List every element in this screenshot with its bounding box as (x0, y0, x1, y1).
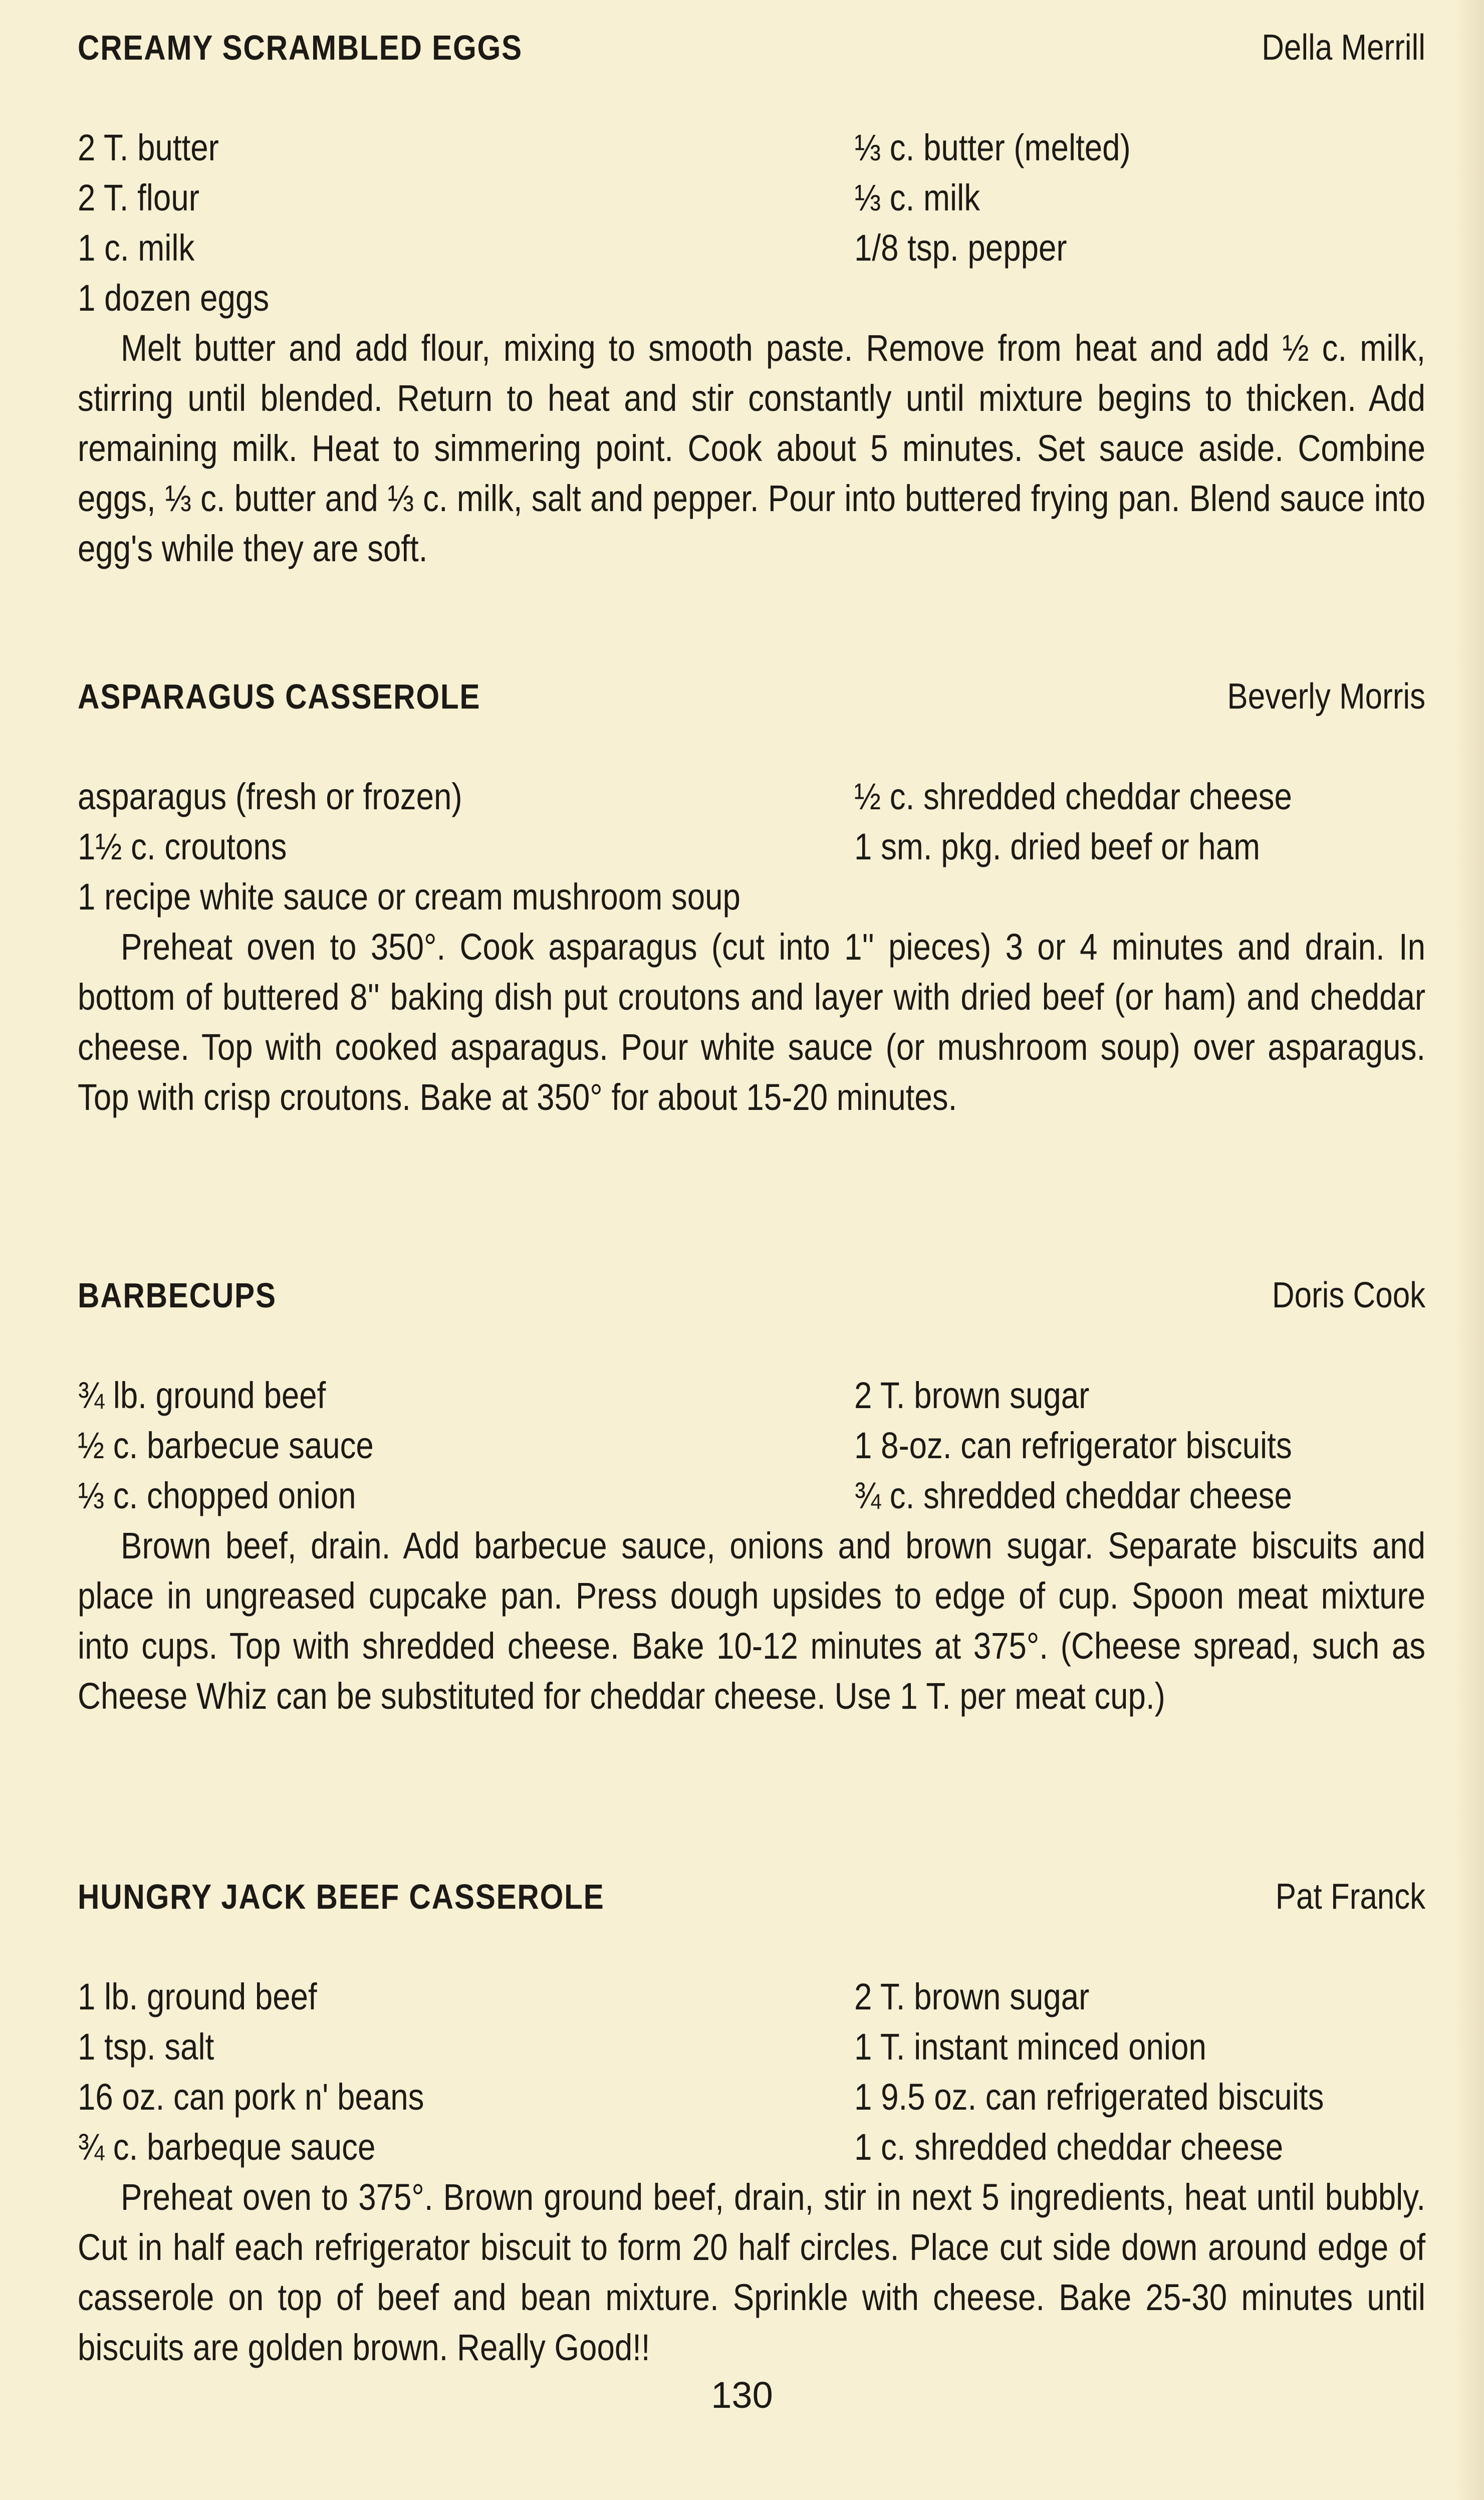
ingredient-item: 1 tsp. salt (78, 2026, 214, 2068)
ingredient-item: 1 T. instant minced onion (854, 2026, 1206, 2068)
ingredient-item: ⅓ c. milk (854, 177, 980, 218)
ingredient-row (78, 2122, 1425, 2172)
recipe-header (78, 23, 1425, 73)
ingredient-item: 2 T. brown sugar (854, 1375, 1090, 1416)
recipe-creamy-scrambled-eggs (78, 23, 1425, 574)
recipe-title: BARBECUPS (78, 1276, 277, 1315)
ingredient-item: 1 8-oz. can refrigerator biscuits (854, 1425, 1292, 1466)
ingredient-list (78, 1371, 1425, 1521)
ingredient-item: 1/8 tsp. pepper (854, 227, 1067, 269)
ingredient-row (78, 1371, 1425, 1421)
ingredient-item: 1 sm. pkg. dried beef or ham (854, 826, 1261, 867)
recipe-header (78, 671, 1425, 722)
ingredient-item: 16 oz. can pork n' beans (78, 2076, 424, 2118)
ingredient-item: 1 c. milk (78, 227, 195, 269)
ingredient-row (78, 2022, 1425, 2072)
ingredient-list (78, 1972, 1425, 2172)
ingredient-item: 1½ c. croutons (78, 826, 287, 867)
recipe-instructions: Preheat oven to 375°. Brown ground beef, drain, stir in next 5 ingredients, heat until bubbly. Cut in half each refrigerator biscuit to form 20 half circles. Place cut side down around edge of casserole on top of beef and bean mixture. Sprinkle with cheese. Bake 25-30 minutes until biscuits are golden brown. Really Good!! (78, 2176, 1426, 2368)
ingredient-row (78, 1471, 1425, 1521)
recipe-author: Doris Cook (1272, 1275, 1425, 1315)
page-number: 130 (711, 2374, 773, 2416)
ingredient-item: ¾ c. shredded cheddar cheese (854, 1475, 1292, 1516)
ingredient-item: 1 dozen eggs (78, 277, 270, 319)
ingredient-item: ½ c. barbecue sauce (78, 1425, 374, 1466)
recipe-title: HUNGRY JACK BEEF CASSEROLE (78, 1877, 605, 1916)
ingredient-item: ½ c. shredded cheddar cheese (854, 776, 1292, 817)
ingredient-item: ⅓ c. chopped onion (78, 1475, 356, 1516)
ingredient-item: 1 lb. ground beef (78, 1976, 317, 2017)
ingredient-row (78, 872, 1425, 922)
recipe-barbecups (78, 1270, 1425, 1721)
ingredient-item: ¾ c. barbeque sauce (78, 2126, 376, 2168)
ingredient-item: 1 recipe white sauce or cream mushroom soup (78, 876, 740, 918)
ingredient-row (78, 2072, 1425, 2122)
recipe-instructions: Preheat oven to 350°. Cook asparagus (cut into 1'' pieces) 3 or 4 minutes and drain. In bottom of buttered 8'' baking dish put croutons and layer with dried beef (or ham) and cheddar cheese. Top with cooked asparagus. Pour white sauce (or mushroom soup) over asparagus. Top with crisp croutons. Bake at 350° for about 15-20 minutes. (78, 926, 1426, 1118)
recipe-hungry-jack-beef-casserole (78, 1872, 1425, 2373)
ingredient-row (78, 273, 1425, 323)
recipe-header (78, 1270, 1425, 1320)
ingredient-item: 2 T. brown sugar (854, 1976, 1090, 2017)
ingredient-row (78, 822, 1425, 872)
ingredient-row (78, 772, 1425, 822)
ingredient-row (78, 223, 1425, 273)
recipe-asparagus-casserole (78, 671, 1425, 1122)
ingredient-row (78, 173, 1425, 223)
ingredient-list (78, 123, 1425, 323)
ingredient-item: 2 T. butter (78, 127, 219, 168)
recipe-header (78, 1872, 1425, 1922)
ingredient-row (78, 1421, 1425, 1471)
recipe-author: Beverly Morris (1227, 676, 1425, 717)
ingredient-item: ¾ lb. ground beef (78, 1375, 326, 1416)
ingredient-item: asparagus (fresh or frozen) (78, 776, 462, 817)
recipe-title: CREAMY SCRAMBLED EGGS (78, 28, 523, 67)
recipe-title: ASPARAGUS CASSEROLE (78, 677, 481, 716)
ingredient-row (78, 1972, 1425, 2022)
ingredient-list (78, 772, 1425, 922)
ingredient-item: ⅓ c. butter (melted) (854, 127, 1131, 168)
ingredient-item: 1 9.5 oz. can refrigerated biscuits (854, 2076, 1324, 2118)
page-edge-shadow (1454, 0, 1484, 2500)
ingredient-item: 2 T. flour (78, 177, 199, 218)
recipe-instructions: Brown beef, drain. Add barbecue sauce, onions and brown sugar. Separate biscuits and place in ungreased cupcake pan. Press dough upsides to edge of cup. Spoon meat mixture into cups. Top with shredded cheese. Bake 10-12 minutes at 375°. (Cheese spread, such as Cheese Whiz can be substituted for cheddar cheese. Use 1 T. per meat cup.) (78, 1525, 1426, 1717)
ingredient-row (78, 123, 1425, 173)
ingredient-item: 1 c. shredded cheddar cheese (854, 2126, 1284, 2168)
recipe-author: Pat Franck (1275, 1877, 1425, 1917)
recipe-author: Della Merrill (1262, 28, 1425, 68)
recipe-instructions: Melt butter and add flour, mixing to smooth paste. Remove from heat and add ½ c. milk, stirring until blended. Return to heat and stir constantly until mixture begins to thicken. Add remaining milk. Heat to simmering point. Cook about 5 minutes. Set sauce aside. Combine eggs, ⅓ c. butter and ⅓ c. milk, salt and pepper. Pour into buttered frying pan. Blend sauce into egg's while they are soft. (78, 327, 1426, 569)
